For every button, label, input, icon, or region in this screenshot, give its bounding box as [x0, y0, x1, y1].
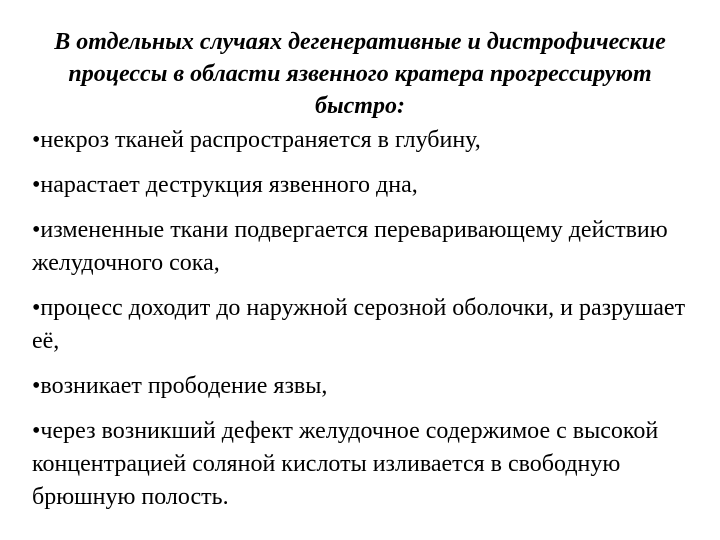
bullet-icon: •: [32, 418, 41, 444]
list-item: [32, 415, 702, 514]
list-item: [32, 370, 702, 403]
list-item-text: через возникший дефект желудочное содержимое с высокой концентрацией соляной кислоты изливается в свободную брюшную полость.: [32, 418, 659, 510]
bullet-icon: •: [32, 127, 41, 153]
list-item-text: нарастает деструкция язвенного дна,: [40, 172, 418, 198]
bullet-icon: •: [32, 373, 41, 399]
list-item-text: возникает прободение язвы,: [40, 373, 328, 399]
list-item: [32, 169, 702, 202]
bullet-icon: •: [32, 295, 41, 321]
bullet-list: [32, 124, 702, 514]
bullet-icon: •: [32, 217, 41, 243]
list-item: [32, 292, 702, 358]
bullet-icon: •: [32, 172, 41, 198]
list-item-text: измененные ткани подвергается переваривающему действию желудочного сока,: [32, 217, 668, 276]
list-item-text: некроз тканей распространяется в глубину,: [40, 127, 481, 153]
list-item: [32, 214, 702, 280]
list-item: [32, 124, 702, 157]
list-item-text: процесс доходит до наружной серозной оболочки, и разрушает её,: [32, 295, 686, 354]
slide-title: В отдельных случаях дегенеративные и дистрофические процессы в области язвенного кратера прогрессируют быстро:: [54, 29, 666, 119]
